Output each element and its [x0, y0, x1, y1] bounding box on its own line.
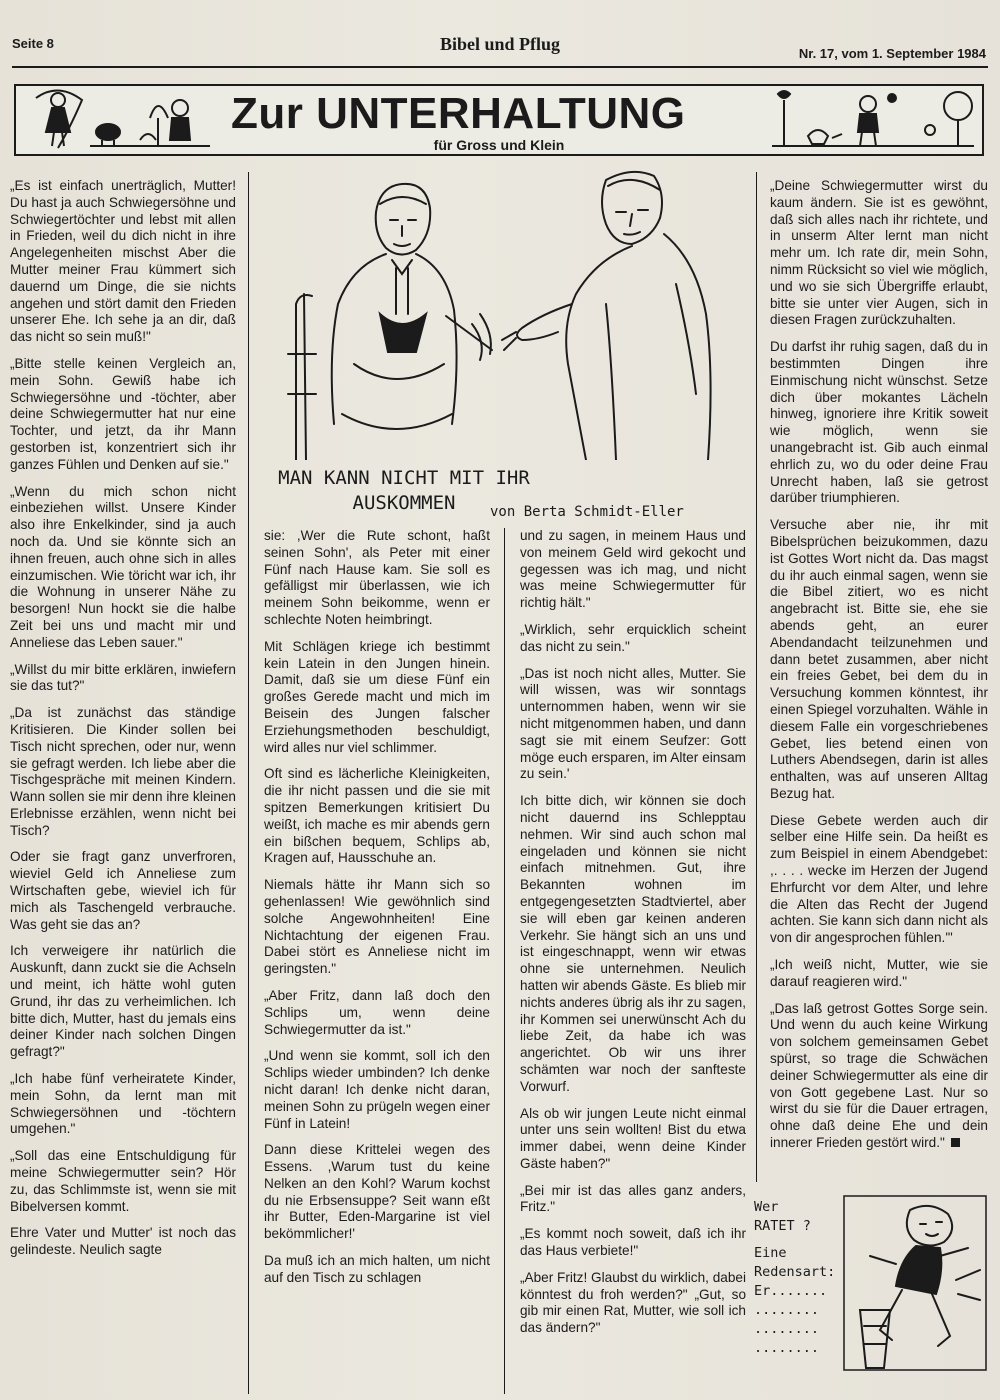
paragraph: „Wirklich, sehr erquicklich scheint das nicht zu sein." [520, 621, 746, 654]
section-title: Zur UNTERHALTUNG [231, 89, 686, 138]
paragraph: „Das ist noch nicht alles, Mutter. Sie will wissen, was wir sonntags unternommen haben, wenn wir sie nicht mitgenommen haben, und dann sagt sie mit einem Seufzer: Gott möge euch ersparen, im Alter einsam zu sein.' [520, 665, 746, 782]
paragraph: „Aber Fritz, dann laß doch den Schlips um, wenn deine Schwiegermutter da ist." [264, 987, 490, 1037]
paragraph: Oft sind es lächerliche Kleinigkeiten, die ihr nicht passen und die sie mit spitzen Bemerkungen kritisiert Du weißt, ich mache es mir abends gern ein bißchen bequem, Schlips ab, Kragen auf, Hausschuhe an. [264, 766, 490, 866]
paragraph: und zu sagen, in meinem Haus und von meinem Geld wird gekocht und gegessen was ich mag, und nicht was meine Schwiegermutter für richtig hält." [520, 528, 746, 611]
newspaper-name: Bibel und Pflug [439, 34, 561, 54]
column-divider [248, 172, 249, 1394]
text-column-4 [770, 178, 988, 1162]
text-column-3 [520, 528, 746, 1347]
riddle-line: Redensart: [754, 1264, 836, 1280]
column-divider [756, 172, 757, 1182]
paragraph: Ehre Vater und Mutter' ist noch das gelindeste. Neulich sagte [10, 1225, 236, 1258]
paragraph: „Das laß getrost Gottes Sorge sein. Und wenn du auch keine Wirkung von solchem gemeinsamen Gebet spürst, so trage die Schwächen deiner Schwiegermutter als eine dir von Gott gegebene Last. Nur so wirst du sie für die Dauer ertragen, ohne daß deine Ehe und dein innerer Frieden gestört wird." [770, 1000, 988, 1151]
mother-and-son-illustration [276, 164, 746, 460]
paragraph: Dann diese Krittelei wegen des Essens. ,Warum tust du keine Nelken an den Kohl? Warum kochst du nie Erbsensuppe? Seit wann eßt ihr Butter, Eden-Margarine ist viel bekömmlicher!' [264, 1142, 490, 1242]
paragraph: Du darfst ihr ruhig sagen, daß du in bestimmten Dingen ihre Einmischung nicht wünschst. Setze dich über mokantes Lächeln hinweg, ignoriere ihre Kritik soweit wie möglich, wenn sie unangebracht ist. Gib auch einmal ehrlich zu, wo du oder deine Frau Unrecht haben, laß sie getrost darüber triumphieren. [770, 339, 988, 506]
riddle-line: ........ [754, 1321, 820, 1337]
paragraph: Da muß ich an mich halten, um nicht auf den Tisch zu schlagen [264, 1253, 490, 1285]
riddle-line: ........ [754, 1302, 820, 1318]
end-of-article-mark [951, 1138, 960, 1147]
paragraph: „Deine Schwiegermutter wirst du kaum ändern. Sie ist es gewöhnt, daß sich alles nach ihr richtete, und in unserm Alter lernt man nicht mehr um. Ich rate dir, mein Sohn, nimm Rücksicht so viel wie möglich, und wo sie sich Übergriffe erlaubt, bitte sie unter vier Augen, sich in diesen Fragen zurückzuhalten. [770, 178, 988, 328]
paragraph: Ich verweigere ihr natürlich die Auskunft, dann zuckt sie die Achseln und meint, ich hätte wohl guten Grund, ihr das zu verheimlichen. Ich bitte dich, Mutter, hast du jemals eins deiner Kinder nach solchen Dingen gefragt?" [10, 943, 236, 1060]
paragraph: „Und wenn sie kommt, soll ich den Schlips wieder umbinden? Ich denke nicht daran! Ich denke nicht daran, meinen Sohn zu prügeln wegen einer Fünf in Latein! [264, 1048, 490, 1131]
paragraph: „Aber Fritz! Glaubst du wirklich, dabei könntest du froh werden?" „Gut, so gib mir einen Rat, Mutter, wie soll ich das ändern?" [520, 1269, 746, 1336]
paragraph: „Es kommt noch soweit, daß ich ihr das Haus verbiete!" [520, 1226, 746, 1259]
riddle-line: Eine [754, 1245, 787, 1261]
children-and-tree-illustration [768, 88, 976, 150]
paragraph: „Bei mir ist das alles ganz anders, Fritz." [520, 1182, 746, 1215]
text-column-1 [10, 178, 236, 1269]
riddle-box [754, 1198, 844, 1358]
page-number: Seite 8 [12, 36, 54, 51]
column-divider [504, 528, 505, 1394]
paragraph: „Wenn du mich schon nicht einbeziehen willst. Unsere Kinder also ihre Enkelkinder, sind ja auch noch da. Und sie könnte sich an ihnen freuen, auch ohne sich in alles einzumischen. Wie töricht war ich, ihr die Wohnung in unserer Nähe zu besorgen! Nun hockt sie die halbe Zeit bei uns und macht mir und Anneliese das Leben sauer." [10, 483, 236, 650]
paragraph: Ich bitte dich, wir können sie doch nicht dauernd ins Schlepptau nehmen. Wir sind auch schon mal eingeladen und können sie nicht einfach mitnehmen. Gut, ihre Bekannten wohnen im entgegengesetzten Stadtviertel, aber sie will eben gar keinen anderen Verkehr. Sie hängt sich an uns und ist eingeschnappt, wenn wir etwas ohne sie unternehmen. Neulich hatten wir abends Gäste. Es blieb mir nichts anderes übrig als ihr zu sagen, ihr Kommen sei unerwünscht Ach du liebe Zeit, da habe ich was angerichtet. Ob wir uns ihrer schämten war noch der sanfteste Vorwurf. [520, 793, 746, 1094]
header-rule [12, 66, 988, 68]
paragraph: „Da ist zunächst das ständige Kritisieren. Die Kinder sollen bei Tisch nicht sprechen, oder nur, wenn sie gefragt werden. Ich liebe aber die Tischgespräche mit meinen Kindern. Wann sollen sie mir denn ihre kleinen Erlebnisse erzählen, wenn nicht bei Tisch? [10, 705, 236, 838]
paragraph: „Soll das eine Entschuldigung für meine Schwiegermutter sein? Hör zu, das Schlimmste ist, wenn sie mit Bibelversen kommt. [10, 1148, 236, 1214]
section-banner [14, 84, 984, 156]
paragraph: „Willst du mir bitte erklären, inwiefern sie das tut?" [10, 661, 236, 694]
paragraph: Niemals hätte ihr Mann sich so gehenlassen! Wie gewöhnlich sind solche Angewohnheiten! Eine Nichtachtung der eigenen Frau. Dabei stört es Anneliese nicht im geringsten." [264, 877, 490, 977]
paragraph: „Ich habe fünf verheiratete Kinder, mein Sohn, da lernt man mit Schwiegersöhnen und -töchtern umgehen." [10, 1071, 236, 1137]
paragraph: Oder sie fragt ganz unverfroren, wieviel Geld ich Anneliese zum Wirtschaften gebe, wieviel ich für mich als Taschengeld verbrauche. Was geht sie das an? [10, 849, 236, 932]
issue-date: Nr. 17, vom 1. September 1984 [798, 46, 986, 61]
paragraph: Als ob wir jungen Leute nicht einmal unter uns sein wollten! Bist du etwa immer dabei, wenn deine Kinder Gäste haben?" [520, 1105, 746, 1171]
article-title-line: MAN KANN NICHT MIT IHR [278, 467, 530, 489]
paragraph: Diese Gebete werden auch dir selber eine Hilfe sein. Da heißt es zum Beispiel in einem Abendgebet: ,. . . . wecke im Herzen der Jugend Ehrfurcht vor dem Alter, und lehre die Alten das Recht der Jugend achten. Sie kann sich dann nicht als von dir angesprochen fühlen.'" [770, 812, 988, 946]
riddle-line: ........ [754, 1340, 820, 1356]
paragraph: Mit Schlägen kriege ich bestimmt kein Latein in den Jungen hinein. Damit, daß sie um diese Fünf ein großes Gerede macht und mich im Beisein des Jungen falscher Erziehungsmethoden beschuldigt, wird alles nur viel schlimmer. [264, 638, 490, 755]
paragraph: Versuche aber nie, ihr mit Bibelsprüchen beizukommen, dazu ist Gottes Wort nicht da. Das magst du ihr auch einmal sagen, wenn sie die Bibel zitiert, wo es nicht angebracht ist. Bitte sie, ehe sie abends geht, an eurer Abendandacht teilzunehmen und dann betet zusammen, aber nicht ein freies Gebet, bei dem du in Versuchung kommen könntest, ihr einen Spiegel vorzuhalten. Wähle in diesem Falle ein vorgeschriebenes Gebet, lies betend einen von Luthers Abendsegen, darin ist alles enthalten, was auf unseren Alltag Bezug hat. [770, 517, 988, 801]
riddle-line: Wer [754, 1199, 779, 1215]
section-subtitle: für Gross und Klein [433, 137, 565, 153]
paragraph: „Ich weiß nicht, Mutter, wie sie darauf reagieren wird." [770, 957, 988, 989]
article-title-line: AUSKOMMEN [352, 492, 456, 514]
riddle-line: Er....... [754, 1283, 828, 1299]
riddle-line: RATET ? [754, 1218, 811, 1234]
paragraph: sie: ,Wer die Rute schont, haßt seinen Sohn', als Peter mit einer Fünf nach Hause kam. Sie soll es gefälligst mir überlassen, wie ich meinem Sohn beikomme, wenn er schlechte Noten heimbringt. [264, 528, 490, 627]
riddle-cartoon-illustration [840, 1190, 990, 1376]
text-column-2 [264, 528, 490, 1297]
article-byline: von Berta Schmidt-Eller [490, 504, 684, 520]
paragraph: „Es ist einfach unerträglich, Mutter! Du hast ja auch Schwiegersöhne und Schwiegertöchter und lebst mit allen in Frieden, weil du dich nicht in ihre Angelegenheiten mischst Aber die Mutter meiner Frau kümmert sich dauernd um Dinge, die sie nichts angehen und stört damit den Frieden unserer Ehe. Ich sehe ja an dir, daß das nicht so sein muß!" [10, 178, 236, 345]
paragraph: „Bitte stelle keinen Vergleich an, mein Sohn. Gewiß habe ich Schwiegersöhne und -töchter, aber deine Schwiegermutter hat nur eine Tochter, und jetzt, da ihr Mann gestorben ist, konzentriert sich ihr ganzes Fühlen und Denken auf sie." [10, 355, 236, 472]
